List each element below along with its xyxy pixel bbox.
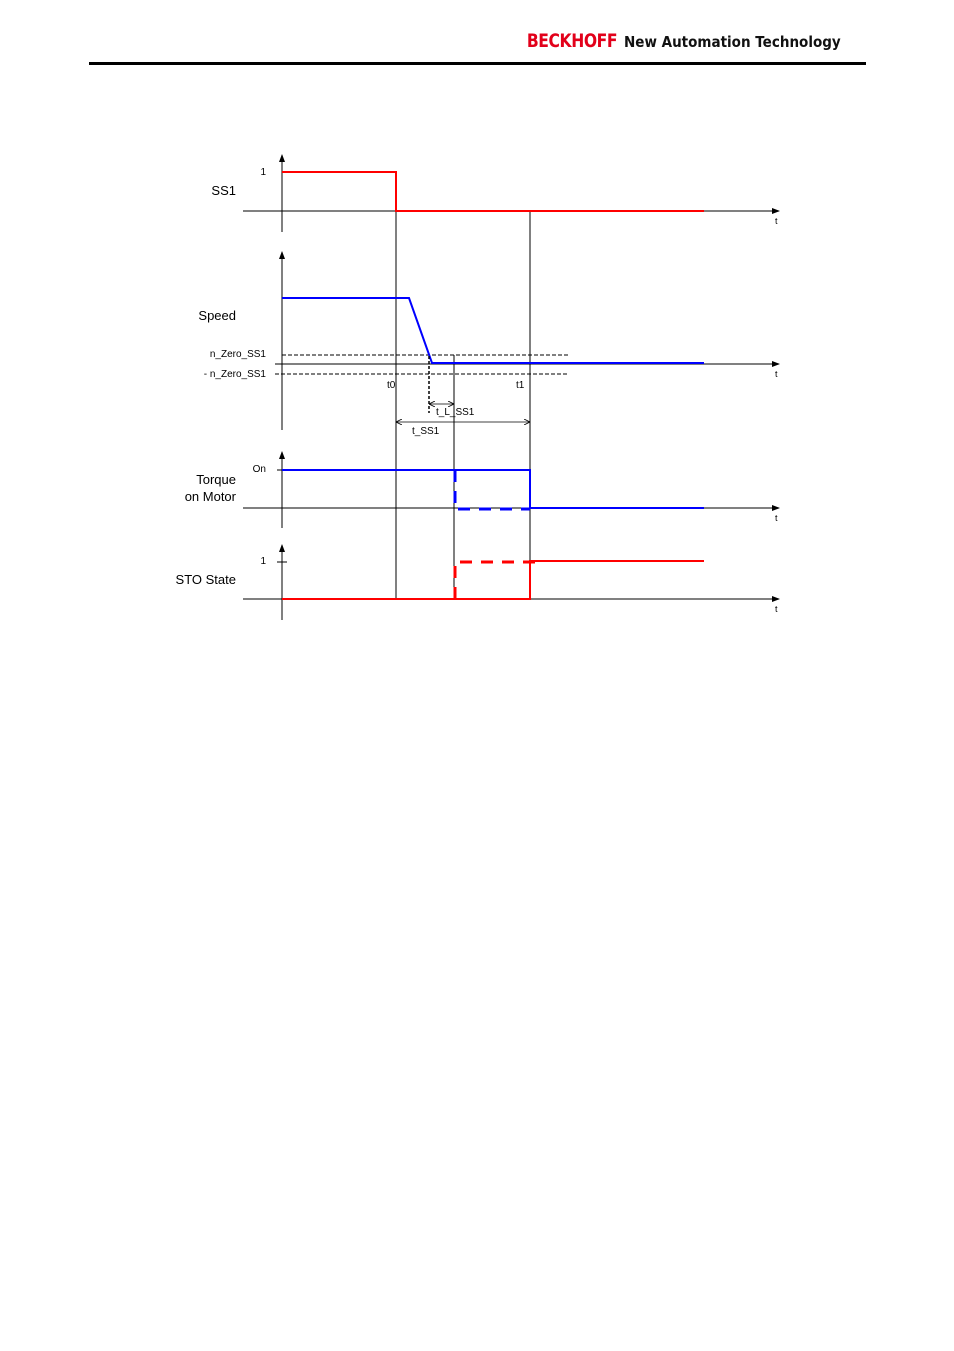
sto-signal	[282, 561, 704, 599]
sto-label: STO State	[175, 572, 236, 587]
t-ss1-label: t_SS1	[412, 426, 440, 437]
torque-on-label: On	[252, 464, 266, 475]
sto-axis-t-label: t	[775, 604, 778, 614]
neg-n-zero-ss1-label: - n_Zero_SS1	[203, 369, 266, 380]
speed-axis-t-label: t	[775, 369, 778, 379]
t0-label: t0	[387, 380, 396, 391]
torque-axis-t-label: t	[775, 513, 778, 523]
speed-label: Speed	[198, 308, 236, 323]
ss1-axis-t-label: t	[775, 216, 778, 226]
sto-row	[176, 545, 779, 620]
ss1-timing-diagram	[0, 0, 954, 640]
speed-row	[198, 252, 779, 437]
sto-level-label: 1	[260, 556, 266, 567]
torque-signal	[282, 470, 704, 508]
torque-early-off-signal	[455, 470, 530, 509]
sto-early-on-signal	[455, 562, 538, 599]
torque-row	[185, 452, 779, 528]
ss1-signal	[282, 172, 704, 211]
brand-tagline: New Automation Technology	[624, 33, 841, 51]
t-l-ss1-label: t_L_SS1	[436, 407, 475, 418]
beckhoff-logo: BECKHOFF	[526, 30, 618, 52]
t1-label: t1	[516, 380, 525, 391]
speed-signal	[282, 298, 704, 363]
n-zero-ss1-label: n_Zero_SS1	[209, 349, 266, 360]
torque-label-line2: on Motor	[184, 489, 236, 504]
ss1-label: SS1	[211, 183, 236, 198]
ss1-level-label: 1	[260, 167, 266, 178]
torque-label-line1: Torque	[196, 472, 236, 487]
ss1-row	[211, 155, 779, 232]
